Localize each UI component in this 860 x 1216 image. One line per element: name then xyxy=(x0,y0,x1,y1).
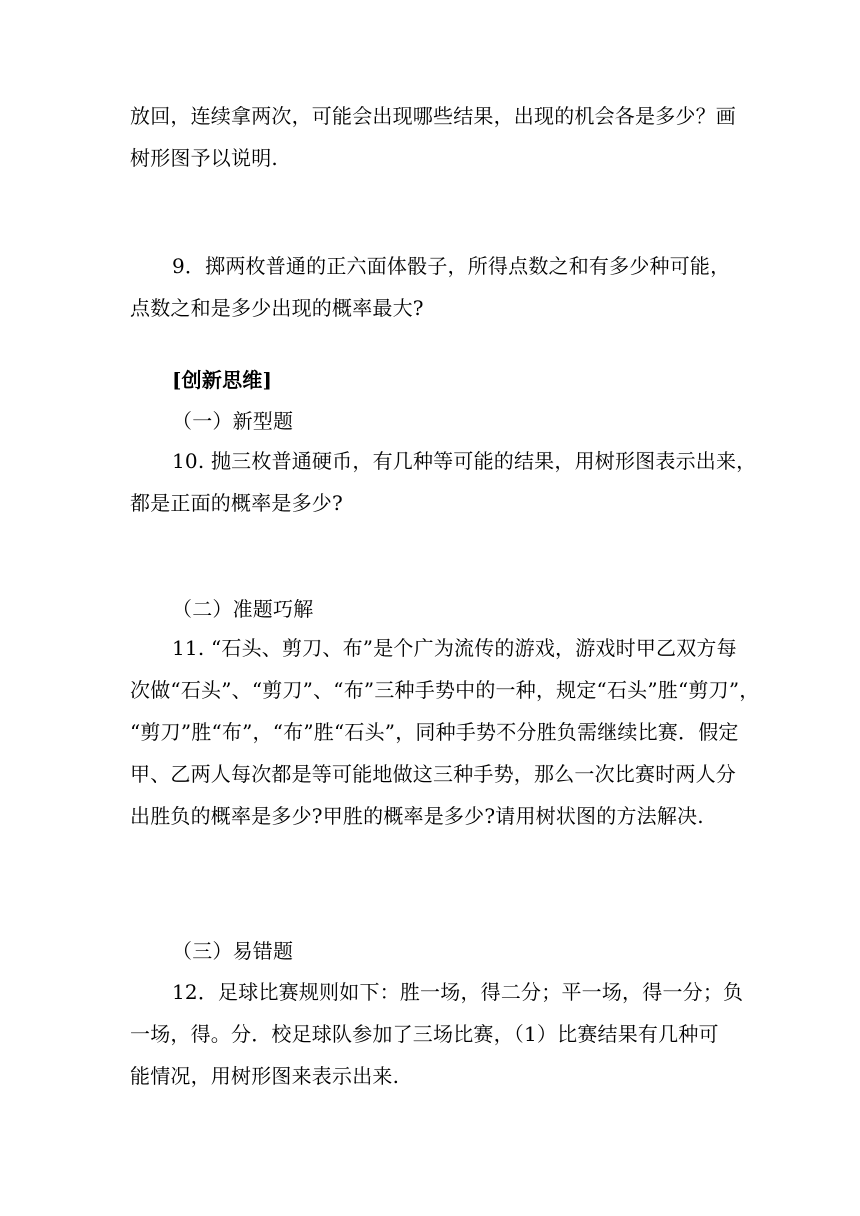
q12-line-1: 12．足球比赛规则如下：胜一场，得二分；平一场，得一分；负 xyxy=(172,980,744,1004)
q10-line-1: 10. 抛三枚普通硬币，有几种等可能的结果，用树形图表示出来， xyxy=(172,449,757,473)
q11-line-1: 11. “石头、剪刀、布”是个广为流传的游戏，游戏时甲乙双方每 xyxy=(172,636,737,660)
q9-line-1: 9．掷两枚普通的正六面体骰子，所得点数之和有多少种可能， xyxy=(172,254,731,278)
q11-line-4: 甲、乙两人每次都是等可能地做这三种手势，那么一次比赛时两人分 xyxy=(130,762,736,786)
q11-line-5: 出胜负的概率是多少?甲胜的概率是多少?请用树状图的方法解决. xyxy=(130,804,704,828)
q11-line-2: 次做“石头”、“剪刀”、“布”三种手势中的一种，规定“石头”胜“剪刀”， xyxy=(130,678,760,702)
subsection-new-type: （一）新型题 xyxy=(172,409,294,433)
q9-line-2: 点数之和是多少出现的概率最大? xyxy=(130,296,424,320)
q8-continuation-line-1: 放回，连续拿两次，可能会出现哪些结果，出现的机会各是多少？画 xyxy=(130,104,736,128)
subsection-error-prone: （三）易错题 xyxy=(172,939,294,963)
subsection-clever-solutions: （二）准题巧解 xyxy=(172,597,314,621)
q12-line-2: 一场，得。分．校足球队参加了三场比赛，（1）比赛结果有几种可 xyxy=(130,1022,719,1046)
q11-line-3: “剪刀”胜“布”，“布”胜“石头”，同种手势不分胜负需继续比赛．假定 xyxy=(130,720,739,744)
section-heading-innovative-thinking: [创新思维] xyxy=(172,368,273,392)
q8-continuation-line-2: 树形图予以说明. xyxy=(130,146,278,170)
q10-line-2: 都是正面的概率是多少? xyxy=(130,491,343,515)
q12-line-3: 能情况，用树形图来表示出来. xyxy=(130,1064,400,1088)
